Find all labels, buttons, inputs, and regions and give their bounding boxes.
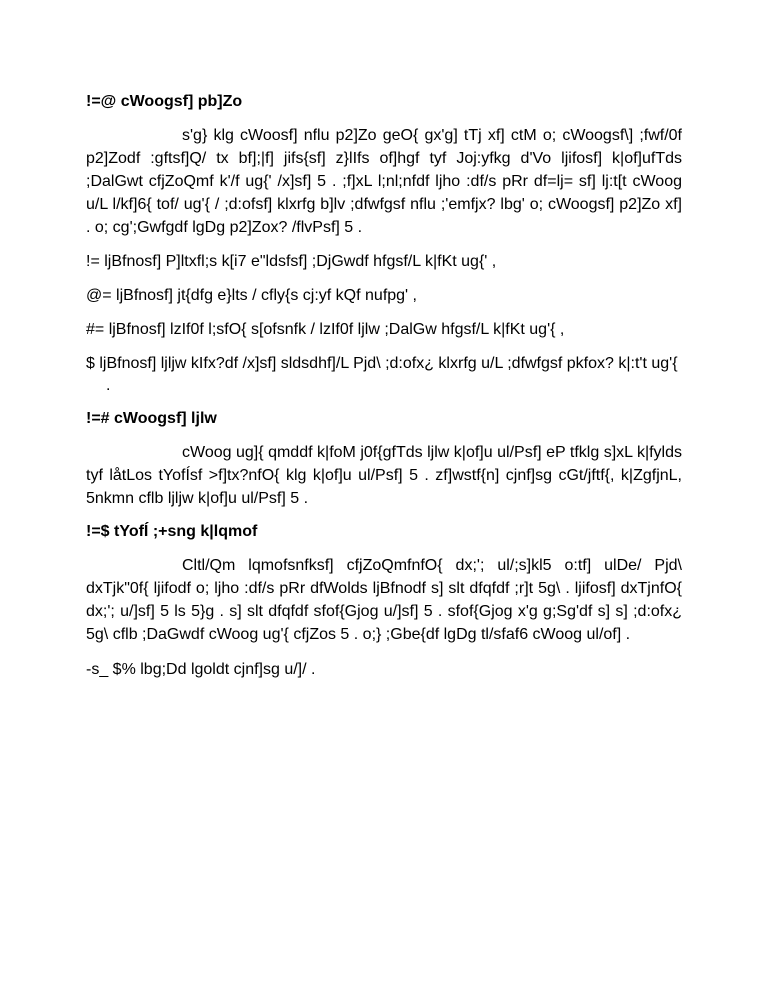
section-paragraph-1: s'g} klg cWoosf] nflu p2]Zo geO{ gx'g] tTj xf] ctM o; cWoogsf\] ;fwf/0f p2]Zodf :gftsf]Q/ tx bf];|f] jifs{sf] z}lIfs of]hgf tyf Joj:yfkg d'Vo ljifosf] k|of]ufTds ;DalGwt cfjZoQmf k'/f ug{' /x]sf] 5 . ;f]xL l;nl;nfdf ljho :df/s pRr df=lj= sf] lj:t[t cWoog u/L l/kf]6{ tof/ ug'{ / ;d:ofsf] klxrfg b]lv ;dfwfgsf nflu ;'emfjx? lbg' o; cWoogsf] p2]Zo xf] . o; cg';Gwfgdf lgDg p2]Zox? /flvPsf] 5 . (86, 127, 682, 236)
list-item-2: @= ljBfnosf] jt{dfg e}lts / cfly{s cj:yf kQf nufpg' , (86, 287, 417, 304)
section-paragraph-3: Cltl/Qm lqmofsnfksf] cfjZoQmfnfO{ dx;'; ul/;s]kl5 o:tf] ulDe/ Pjd\ dxTjk"0f{ ljifodf o; ljho :df/s pRr dfWolds ljBfnodf s] slt dfqfdf ;r]t 5g\ . ljifosf] dxTjnfO{ dx;'; u/]sf] 5 ls 5}g . s] slt dfqfdf sfof{Gjog u/]sf] 5 . sfof{Gjog x'g g;Sg'df s] s] ;d:ofx¿ 5g\ cflb ;DaGwdf cWoog ug'{ cfjZos 5 . o;} ;Gbe{df lgDg tl/sfaf6 cWoog ul/of] . (86, 557, 682, 643)
section-heading-2: !=# cWoogsf] ljlw (86, 410, 217, 427)
section-heading-1: !=@ cWoogsf] pb]Zo (86, 93, 243, 110)
list-item-1: != ljBfnosf] P]ltxfl;s k[i7 e"ldsfsf] ;DjGwdf hfgsf/L k|fKt ug{' , (86, 253, 497, 270)
list-item-4: $ ljBfnosf] ljljw kIfx?df /x]sf] sldsdhf]/L Pjd\ ;d:ofx¿ klxrfg u/L ;dfwfgsf pkfox? k|:t't ug'{ . (86, 355, 678, 394)
list-item-3: #= ljBfnosf] lzIf0f l;sfO{ s[ofsnfk / lzIf0f ljlw ;DalGw hfgsf/L k|fKt ug'{ , (86, 321, 565, 338)
section-paragraph-2: cWoog ug]{ qmddf k|foM j0f{gfTds ljlw k|of]u ul/Psf] eP tfklg s]xL k|fylds tyf låtLos tYofÍsf >f]tx?nfO{ klg k|of]u ul/Psf] 5 . zf]wstf{n] cjnf]sg cGt/jftf{, k|ZgfjnL, 5nkmn cflb ljljw k|of]u ul/Psf] 5 . (86, 444, 682, 507)
footer-note: -s_ $% lbg;Dd lgoldt cjnf]sg u/]/ . (86, 661, 316, 678)
section-heading-3: !=$ tYofÍ ;+sng k|lqmof (86, 523, 258, 540)
